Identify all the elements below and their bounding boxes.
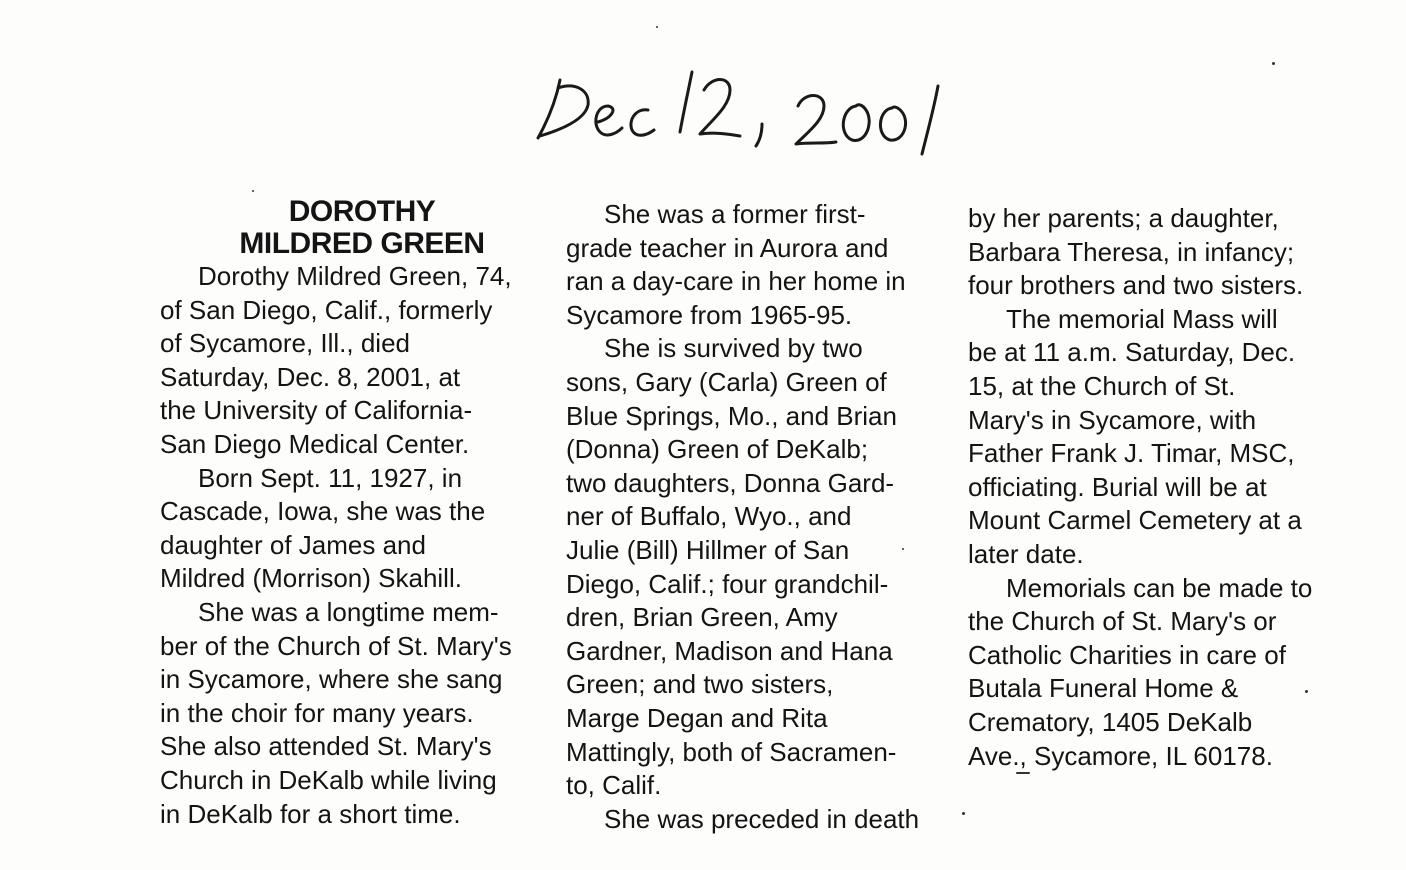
text-line: be at 11 a.m. Saturday, Dec. — [968, 337, 1296, 368]
text-line: grade teacher in Aurora and — [566, 232, 889, 263]
text-line: She is survived by two — [604, 333, 863, 364]
text-line: four brothers and two sisters. — [968, 270, 1304, 301]
text-line: Barbara Theresa, in infancy; — [968, 236, 1295, 267]
text-line: She was preceded in death — [604, 803, 920, 834]
scan-speck — [1305, 690, 1308, 693]
text-line: Diego, Calif.; four grandchil- — [566, 568, 889, 599]
text-line: Gardner, Madison and Hana — [566, 635, 893, 666]
article-column-3 — [968, 196, 1368, 773]
text-line: San Diego Medical Center. — [160, 428, 470, 459]
text-line: Mount Carmel Cemetery at a — [968, 505, 1302, 536]
text-line: Mildred (Morrison) Skahill. — [160, 563, 462, 594]
text-line: Crematory, 1405 DeKalb — [968, 706, 1253, 737]
text-line: in the choir for many years. — [160, 697, 474, 728]
text-line: the Church of St. Mary's or — [968, 606, 1277, 637]
handwritten-date — [0, 50, 1406, 160]
headline-line-1: DOROTHY — [288, 195, 436, 228]
text-line: in Sycamore, where she sang — [160, 664, 503, 695]
text-line: later date. — [968, 538, 1084, 569]
text-line: Cascade, Iowa, she was the — [160, 496, 486, 527]
text-line: Blue Springs, Mo., and Brian — [566, 400, 897, 431]
text-line: She also attended St. Mary's — [160, 731, 492, 762]
scan-speck — [902, 548, 904, 550]
handwritten-date-drawing — [0, 50, 1406, 160]
text-line: Mattingly, both of Sacramen- — [566, 736, 897, 767]
text-line: Born Sept. 11, 1927, in — [198, 462, 463, 493]
text-line: Green; and two sisters, — [566, 669, 834, 700]
text-line: Marge Degan and Rita — [566, 702, 828, 733]
text-line: of Sycamore, Ill., died — [160, 328, 410, 359]
text-line: to, Calif. — [566, 770, 662, 801]
text-line: by her parents; a daughter, — [968, 203, 1279, 233]
headline-line-2: MILDRED GREEN — [239, 227, 485, 260]
text-line: (Donna) Green of DeKalb; — [566, 434, 869, 465]
text-line: 15, at the Church of St. — [968, 370, 1236, 401]
scan-speck — [1016, 772, 1030, 774]
text-line: Catholic Charities in care of — [968, 639, 1286, 670]
text-line: Father Frank J. Timar, MSC, — [968, 438, 1295, 469]
text-line: She was a former first- — [604, 199, 866, 229]
scan-speck — [1272, 62, 1275, 65]
text-line: The memorial Mass will — [1006, 303, 1278, 334]
text-line: ran a day-care in her home in — [566, 266, 906, 297]
text-line: Memorials can be made to — [1006, 572, 1313, 603]
text-line: Sycamore from 1965-95. — [566, 299, 853, 330]
text-line: of San Diego, Calif., formerly — [160, 294, 493, 325]
text-line: ner of Buffalo, Wyo., and — [566, 501, 852, 532]
scan-speck — [962, 812, 965, 815]
text-line: daughter of James and — [160, 529, 426, 560]
text-line: Butala Funeral Home & — [968, 673, 1239, 704]
text-line: Mary's in Sycamore, with — [968, 404, 1257, 435]
text-line: Julie (Bill) Hillmer of San — [566, 534, 850, 565]
text-line: Saturday, Dec. 8, 2001, at — [160, 361, 461, 392]
text-line: Ave., Sycamore, IL 60178. — [968, 740, 1273, 771]
text-line: sons, Gary (Carla) Green of — [566, 366, 887, 397]
text-line: She was a longtime mem- — [198, 596, 499, 627]
text-line: ber of the Church of St. Mary's — [160, 630, 512, 661]
article-column-2 — [566, 196, 951, 836]
scan-speck — [252, 190, 254, 192]
article-column-1 — [160, 196, 550, 831]
text-line: officiating. Burial will be at — [968, 471, 1267, 502]
text-line: dren, Brian Green, Amy — [566, 602, 838, 633]
text-line: Dorothy Mildred Green, 74, — [198, 261, 512, 291]
text-line: two daughters, Donna Gard- — [566, 467, 895, 498]
obituary-headline — [160, 196, 550, 260]
text-line: Church in DeKalb while living — [160, 764, 497, 795]
text-line: in DeKalb for a short time. — [160, 798, 461, 829]
text-line: the University of California- — [160, 395, 473, 426]
scan-speck — [656, 26, 658, 28]
